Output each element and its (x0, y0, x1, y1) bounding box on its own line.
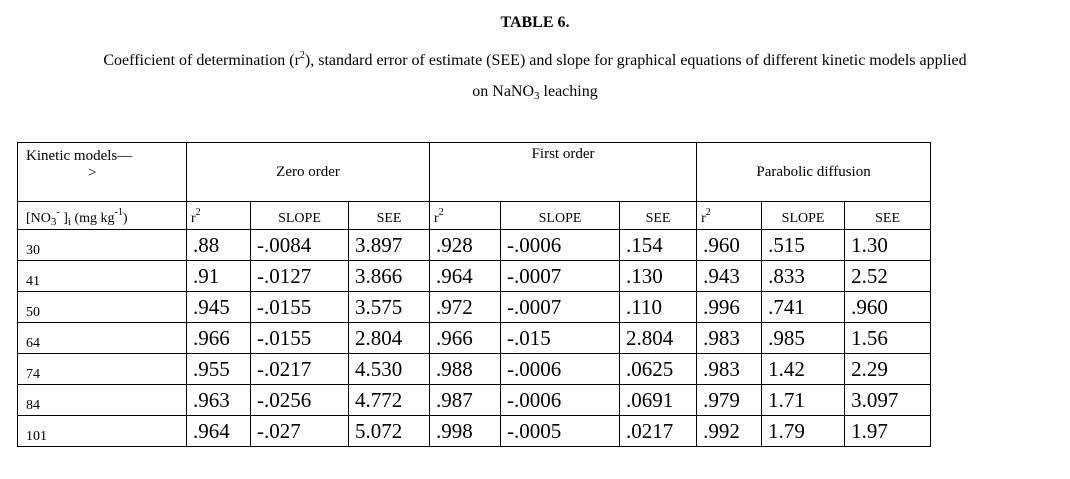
zero-see-cell: 3.866 (349, 261, 430, 292)
first-r2-cell: .966 (430, 323, 501, 354)
parabolic-r2-cell: .960 (697, 230, 762, 261)
first-slope-header: SLOPE (501, 202, 620, 230)
table-title: TABLE 6. (500, 14, 570, 31)
first-slope-cell: -.0007 (501, 292, 620, 323)
zero-r2-cell: .945 (187, 292, 251, 323)
zero-see-cell: 4.772 (349, 385, 430, 416)
zero-slope-cell: -.0127 (251, 261, 349, 292)
zero-r2-cell: .88 (187, 230, 251, 261)
zero-see-cell: 4.530 (349, 354, 430, 385)
concentration-header: [$NO_3^-$ ]$_i$ (mg $kg^{-1}$) (18, 202, 187, 230)
concentration-cell: 41 (18, 261, 187, 292)
parabolic-see-cell: 1.56 (845, 323, 931, 354)
zero-slope-cell: -.0155 (251, 323, 349, 354)
kinetic-models-arrow: > (88, 165, 97, 181)
table-row (18, 323, 931, 354)
zero-r2-cell: .963 (187, 385, 251, 416)
first-see-cell: .130 (620, 261, 697, 292)
first-slope-cell: -.0006 (501, 354, 620, 385)
zero-order-header: Zero order (187, 143, 430, 202)
parabolic-see-cell: .960 (845, 292, 931, 323)
parabolic-r2-header: $r^2$ (697, 202, 762, 230)
zero-slope-cell: -.0256 (251, 385, 349, 416)
first-r2-cell: .998 (430, 416, 501, 447)
concentration-cell: 50 (18, 292, 187, 323)
zero-r2-cell: .966 (187, 323, 251, 354)
parabolic-slope-cell: .515 (762, 230, 845, 261)
first-see-cell: .110 (620, 292, 697, 323)
parabolic-see-cell: 2.29 (845, 354, 931, 385)
parabolic-slope-cell: 1.42 (762, 354, 845, 385)
first-slope-cell: -.0007 (501, 261, 620, 292)
first-see-cell: .0691 (620, 385, 697, 416)
zero-slope-cell: -.027 (251, 416, 349, 447)
caption-superscript: 2 (299, 50, 305, 61)
zero-see-cell: 2.804 (349, 323, 430, 354)
zero-slope-cell: -.0155 (251, 292, 349, 323)
kinetic-models-header (18, 143, 187, 202)
zero-see-cell: 5.072 (349, 416, 430, 447)
table-row (18, 261, 931, 292)
table-row (18, 230, 931, 261)
first-r2-cell: .987 (430, 385, 501, 416)
concentration-cell: 30 (18, 230, 187, 261)
first-slope-cell: -.015 (501, 323, 620, 354)
parabolic-slope-cell: .833 (762, 261, 845, 292)
parabolic-see-header: SEE (845, 202, 931, 230)
zero-r2-cell: .91 (187, 261, 251, 292)
parabolic-slope-cell: 1.71 (762, 385, 845, 416)
zero-r2-cell: .964 (187, 416, 251, 447)
parabolic-slope-cell: .741 (762, 292, 845, 323)
first-slope-cell: -.0006 (501, 230, 620, 261)
first-slope-cell: -.0005 (501, 416, 620, 447)
first-slope-cell: -.0006 (501, 385, 620, 416)
zero-r2-cell: .955 (187, 354, 251, 385)
first-r2-cell: .964 (430, 261, 501, 292)
column-header-row (18, 202, 931, 230)
concentration-cell: 74 (18, 354, 187, 385)
caption-line-2 (10, 76, 1060, 107)
first-see-cell: .154 (620, 230, 697, 261)
parabolic-see-cell: 1.30 (845, 230, 931, 261)
parabolic-diffusion-header: Parabolic diffusion (697, 143, 931, 202)
concentration-cell: 101 (18, 416, 187, 447)
first-order-header: First order (430, 143, 697, 202)
zero-slope-cell: -.0217 (251, 354, 349, 385)
caption-text-1: Coefficient of determination (r (103, 52, 300, 69)
zero-slope-cell: -.0084 (251, 230, 349, 261)
parabolic-r2-cell: .943 (697, 261, 762, 292)
parabolic-r2-cell: .996 (697, 292, 762, 323)
parabolic-see-cell: 2.52 (845, 261, 931, 292)
group-header-row (18, 143, 931, 202)
kinetic-models-label: Kinetic models— (26, 148, 133, 164)
first-r2-cell: .928 (430, 230, 501, 261)
table-row (18, 385, 931, 416)
caption-text-2: ), standard error of estimate (SEE) and slope for graphical equations of different kinetic models applied (304, 52, 967, 69)
first-see-cell: 2.804 (620, 323, 697, 354)
zero-see-cell: 3.575 (349, 292, 430, 323)
parabolic-slope-header: SLOPE (762, 202, 845, 230)
parabolic-slope-cell: 1.79 (762, 416, 845, 447)
first-see-header: SEE (620, 202, 697, 230)
parabolic-see-cell: 1.97 (845, 416, 931, 447)
concentration-cell: 64 (18, 323, 187, 354)
parabolic-r2-cell: .979 (697, 385, 762, 416)
first-r2-cell: .988 (430, 354, 501, 385)
zero-see-header: SEE (349, 202, 430, 230)
parabolic-r2-cell: .992 (697, 416, 762, 447)
kinetic-models-table (17, 142, 931, 447)
caption-subscript: 3 (534, 90, 540, 102)
caption-text-4: leaching (539, 83, 598, 100)
caption-text-3: on NaNO (472, 83, 535, 100)
concentration-cell: 84 (18, 385, 187, 416)
parabolic-r2-cell: .983 (697, 323, 762, 354)
parabolic-see-cell: 3.097 (845, 385, 931, 416)
table-row (18, 354, 931, 385)
zero-r2-header: $r^2$ (187, 202, 251, 230)
first-see-cell: .0217 (620, 416, 697, 447)
first-see-cell: .0625 (620, 354, 697, 385)
zero-slope-header: SLOPE (251, 202, 349, 230)
first-r2-cell: .972 (430, 292, 501, 323)
parabolic-r2-cell: .983 (697, 354, 762, 385)
first-r2-header: $r^2$ (430, 202, 501, 230)
table-row (18, 416, 931, 447)
table-row (18, 292, 931, 323)
zero-see-cell: 3.897 (349, 230, 430, 261)
parabolic-slope-cell: .985 (762, 323, 845, 354)
table-caption (10, 45, 1060, 107)
